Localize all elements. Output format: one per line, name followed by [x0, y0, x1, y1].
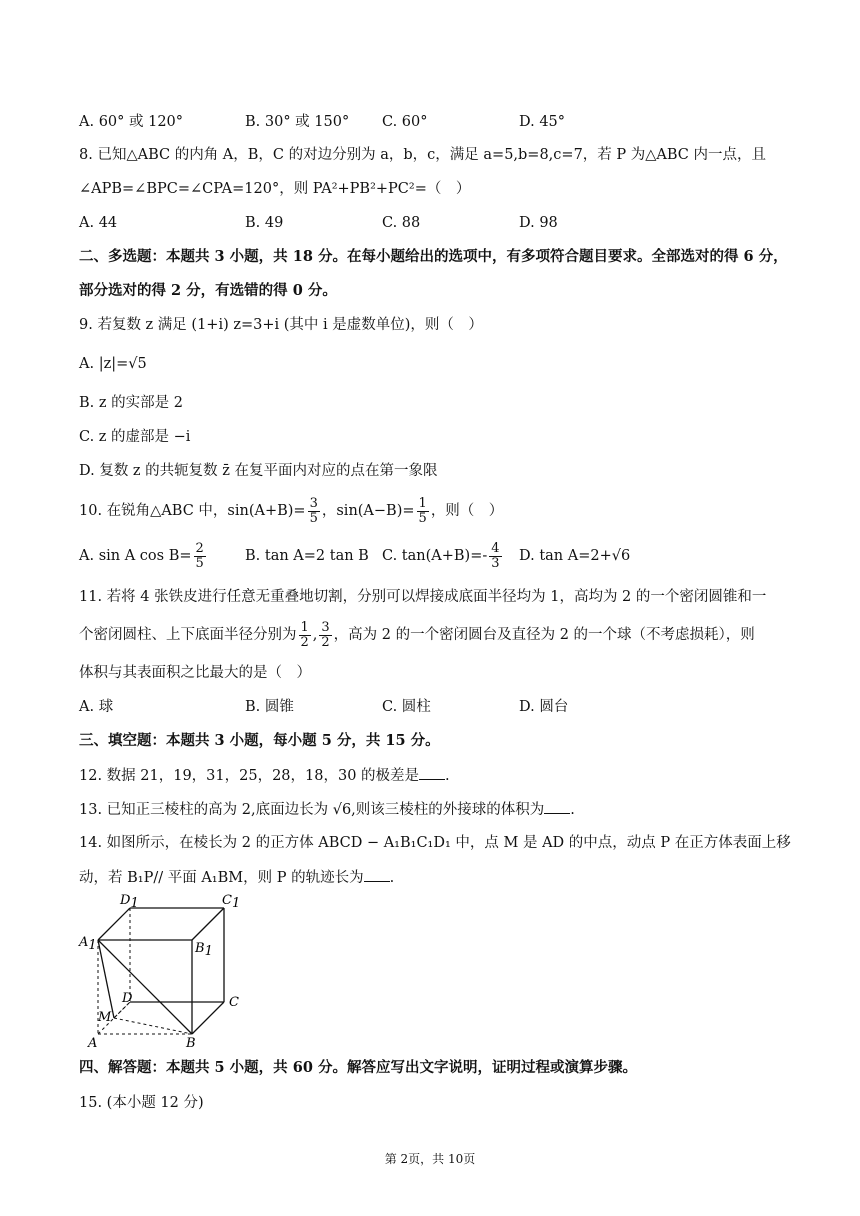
segment-m-b — [114, 1018, 192, 1034]
q11-option-c: C. 圆柱 — [382, 699, 431, 715]
q10-frac-1-5 — [417, 497, 429, 526]
answer-blank — [364, 867, 390, 882]
frac-denominator: 2 — [300, 634, 309, 650]
q10-option-c-frac — [489, 542, 501, 571]
q10-stem-mid: ，sin(A−B)= — [321, 503, 415, 519]
section2-heading-line2: 部分选对的得 2 分，有选错的得 0 分。 — [79, 282, 337, 299]
q11-option-d: D. 圆台 — [519, 699, 569, 715]
q13-text: 13. 已知正三棱柱的高为 2,底面边长为 √6,则该三棱柱的外接球的体积为 — [79, 802, 545, 818]
label-m: M — [98, 1010, 112, 1025]
q8-option-d: D. 98 — [519, 215, 558, 231]
q9-option-d: D. 复数 z 的共轭复数 z̄ 在复平面内对应的点在第一象限 — [79, 463, 438, 479]
cube-figure — [78, 890, 258, 1050]
segment-a1-m — [98, 940, 114, 1018]
frac-denominator: 5 — [309, 510, 318, 526]
label-b: B — [186, 1036, 196, 1050]
label-b1: B1 — [195, 941, 213, 959]
q10-option-c — [382, 541, 504, 571]
frac-numerator: 3 — [321, 619, 330, 635]
label-d: D — [122, 991, 133, 1006]
q13-end: . — [570, 802, 575, 818]
q14-line2-text: 动，若 B₁P// 平面 A₁BM，则 P 的轨迹长为 — [79, 870, 364, 886]
section4-heading: 四、解答题：本题共 5 小题，共 60 分。解答应写出文字说明，证明过程或演算步骤。 — [79, 1059, 637, 1076]
edge-b1-c1 — [192, 908, 224, 940]
section2-heading-line1: 二、多选题：本题共 3 小题，共 18 分。在每小题给出的选项中，有多项符合题目要求。全部选对的得 6 分， — [79, 248, 788, 265]
answer-blank — [544, 799, 570, 814]
q10-option-b: B. tan A=2 tan B — [245, 548, 369, 564]
q11-frac-3-2 — [319, 621, 331, 650]
q12-stem — [79, 765, 450, 786]
q11-frac-separator: , — [312, 627, 318, 643]
frac-numerator: 4 — [491, 540, 500, 556]
label-a1: A1 — [79, 935, 97, 953]
q11-stem-line3: 体积与其表面积之比最大的是（ ） — [79, 665, 311, 681]
q11-line2-prefix: 个密闭圆柱、上下底面半径分别为 — [79, 627, 297, 643]
q11-option-b: B. 圆锥 — [245, 699, 294, 715]
q10-option-c-prefix: C. tan(A+B)=- — [382, 548, 488, 564]
answer-blank — [419, 765, 445, 780]
q10-stem-suffix: ，则（ ） — [430, 503, 504, 519]
q7-option-c: C. 60° — [382, 114, 428, 130]
q10-frac-3-5 — [308, 497, 320, 526]
frac-denominator: 2 — [321, 634, 330, 650]
q8-option-b: B. 49 — [245, 215, 284, 231]
q10-option-a — [79, 541, 208, 571]
q10-option-a-frac — [194, 542, 206, 571]
q14-stem-line1: 14. 如图所示，在棱长为 2 的正方体 ABCD − A₁B₁C₁D₁ 中，点 M 是 AD 的中点，动点 P 在正方体表面上移 — [79, 835, 791, 851]
q15-heading: 15. (本小题 12 分) — [79, 1095, 204, 1111]
q11-stem-line2 — [79, 617, 755, 653]
q13-stem — [79, 799, 575, 820]
q8-stem-line2: ∠APB=∠BPC=∠CPA=120°，则 PA²+PB²+PC²=（ ） — [79, 181, 471, 197]
frac-denominator: 3 — [491, 555, 500, 571]
q9-option-b: B. z 的实部是 2 — [79, 395, 183, 411]
frac-numerator: 2 — [195, 540, 204, 556]
q9-stem: 9. 若复数 z 满足 (1+i) z=3+i (其中 i 是虚数单位)，则（ ） — [79, 317, 483, 333]
frac-numerator: 1 — [300, 619, 309, 635]
q9-option-c: C. z 的虚部是 −i — [79, 429, 191, 445]
q11-stem-line1: 11. 若将 4 张铁皮进行任意无重叠地切割，分别可以焊接成底面半径均为 1，高均为 2 的一个密闭圆锥和一 — [79, 589, 767, 605]
q9-option-a: A. |z|=√5 — [79, 356, 147, 372]
q10-stem-prefix: 10. 在锐角△ABC 中，sin(A+B)= — [79, 503, 306, 519]
q12-text: 12. 数据 21，19，31，25，28，18，30 的极差是 — [79, 768, 420, 784]
edge-b-c — [192, 1002, 224, 1034]
section3-heading: 三、填空题：本题共 3 小题，每小题 5 分，共 15 分。 — [79, 732, 440, 749]
label-a: A — [88, 1036, 98, 1050]
frac-denominator: 5 — [195, 555, 204, 571]
q10-option-d: D. tan A=2+√6 — [519, 548, 631, 564]
q11-line2-suffix: ，高为 2 的一个密闭圆台及直径为 2 的一个球（不考虑损耗），则 — [333, 627, 755, 643]
q14-stem-line2 — [79, 867, 394, 888]
label-c: C — [229, 995, 239, 1010]
q11-option-a: A. 球 — [79, 699, 114, 715]
q8-option-a: A. 44 — [79, 215, 118, 231]
q10-option-a-prefix: A. sin A cos B= — [79, 548, 192, 564]
frac-denominator: 5 — [418, 510, 427, 526]
edge-a1-d1 — [98, 908, 130, 940]
q7-option-a: A. 60° 或 120° — [79, 114, 184, 130]
page-footer: 第 2页，共 10页 — [384, 1152, 476, 1166]
q7-option-d: D. 45° — [519, 114, 566, 130]
frac-numerator: 1 — [418, 495, 427, 511]
q7-option-b: B. 30° 或 150° — [245, 114, 350, 130]
q8-option-c: C. 88 — [382, 215, 421, 231]
q12-end: . — [445, 768, 450, 784]
label-d1: D1 — [120, 893, 139, 911]
q11-frac-1-2 — [299, 621, 311, 650]
frac-numerator: 3 — [309, 495, 318, 511]
q8-stem-line1: 8. 已知△ABC 的内角 A，B，C 的对边分别为 a，b，c，满足 a=5,b=8,c=7，若 P 为△ABC 内一点，且 — [79, 147, 767, 163]
q10-stem — [79, 496, 503, 526]
label-c1: C1 — [222, 893, 241, 911]
q14-end: . — [389, 870, 395, 886]
